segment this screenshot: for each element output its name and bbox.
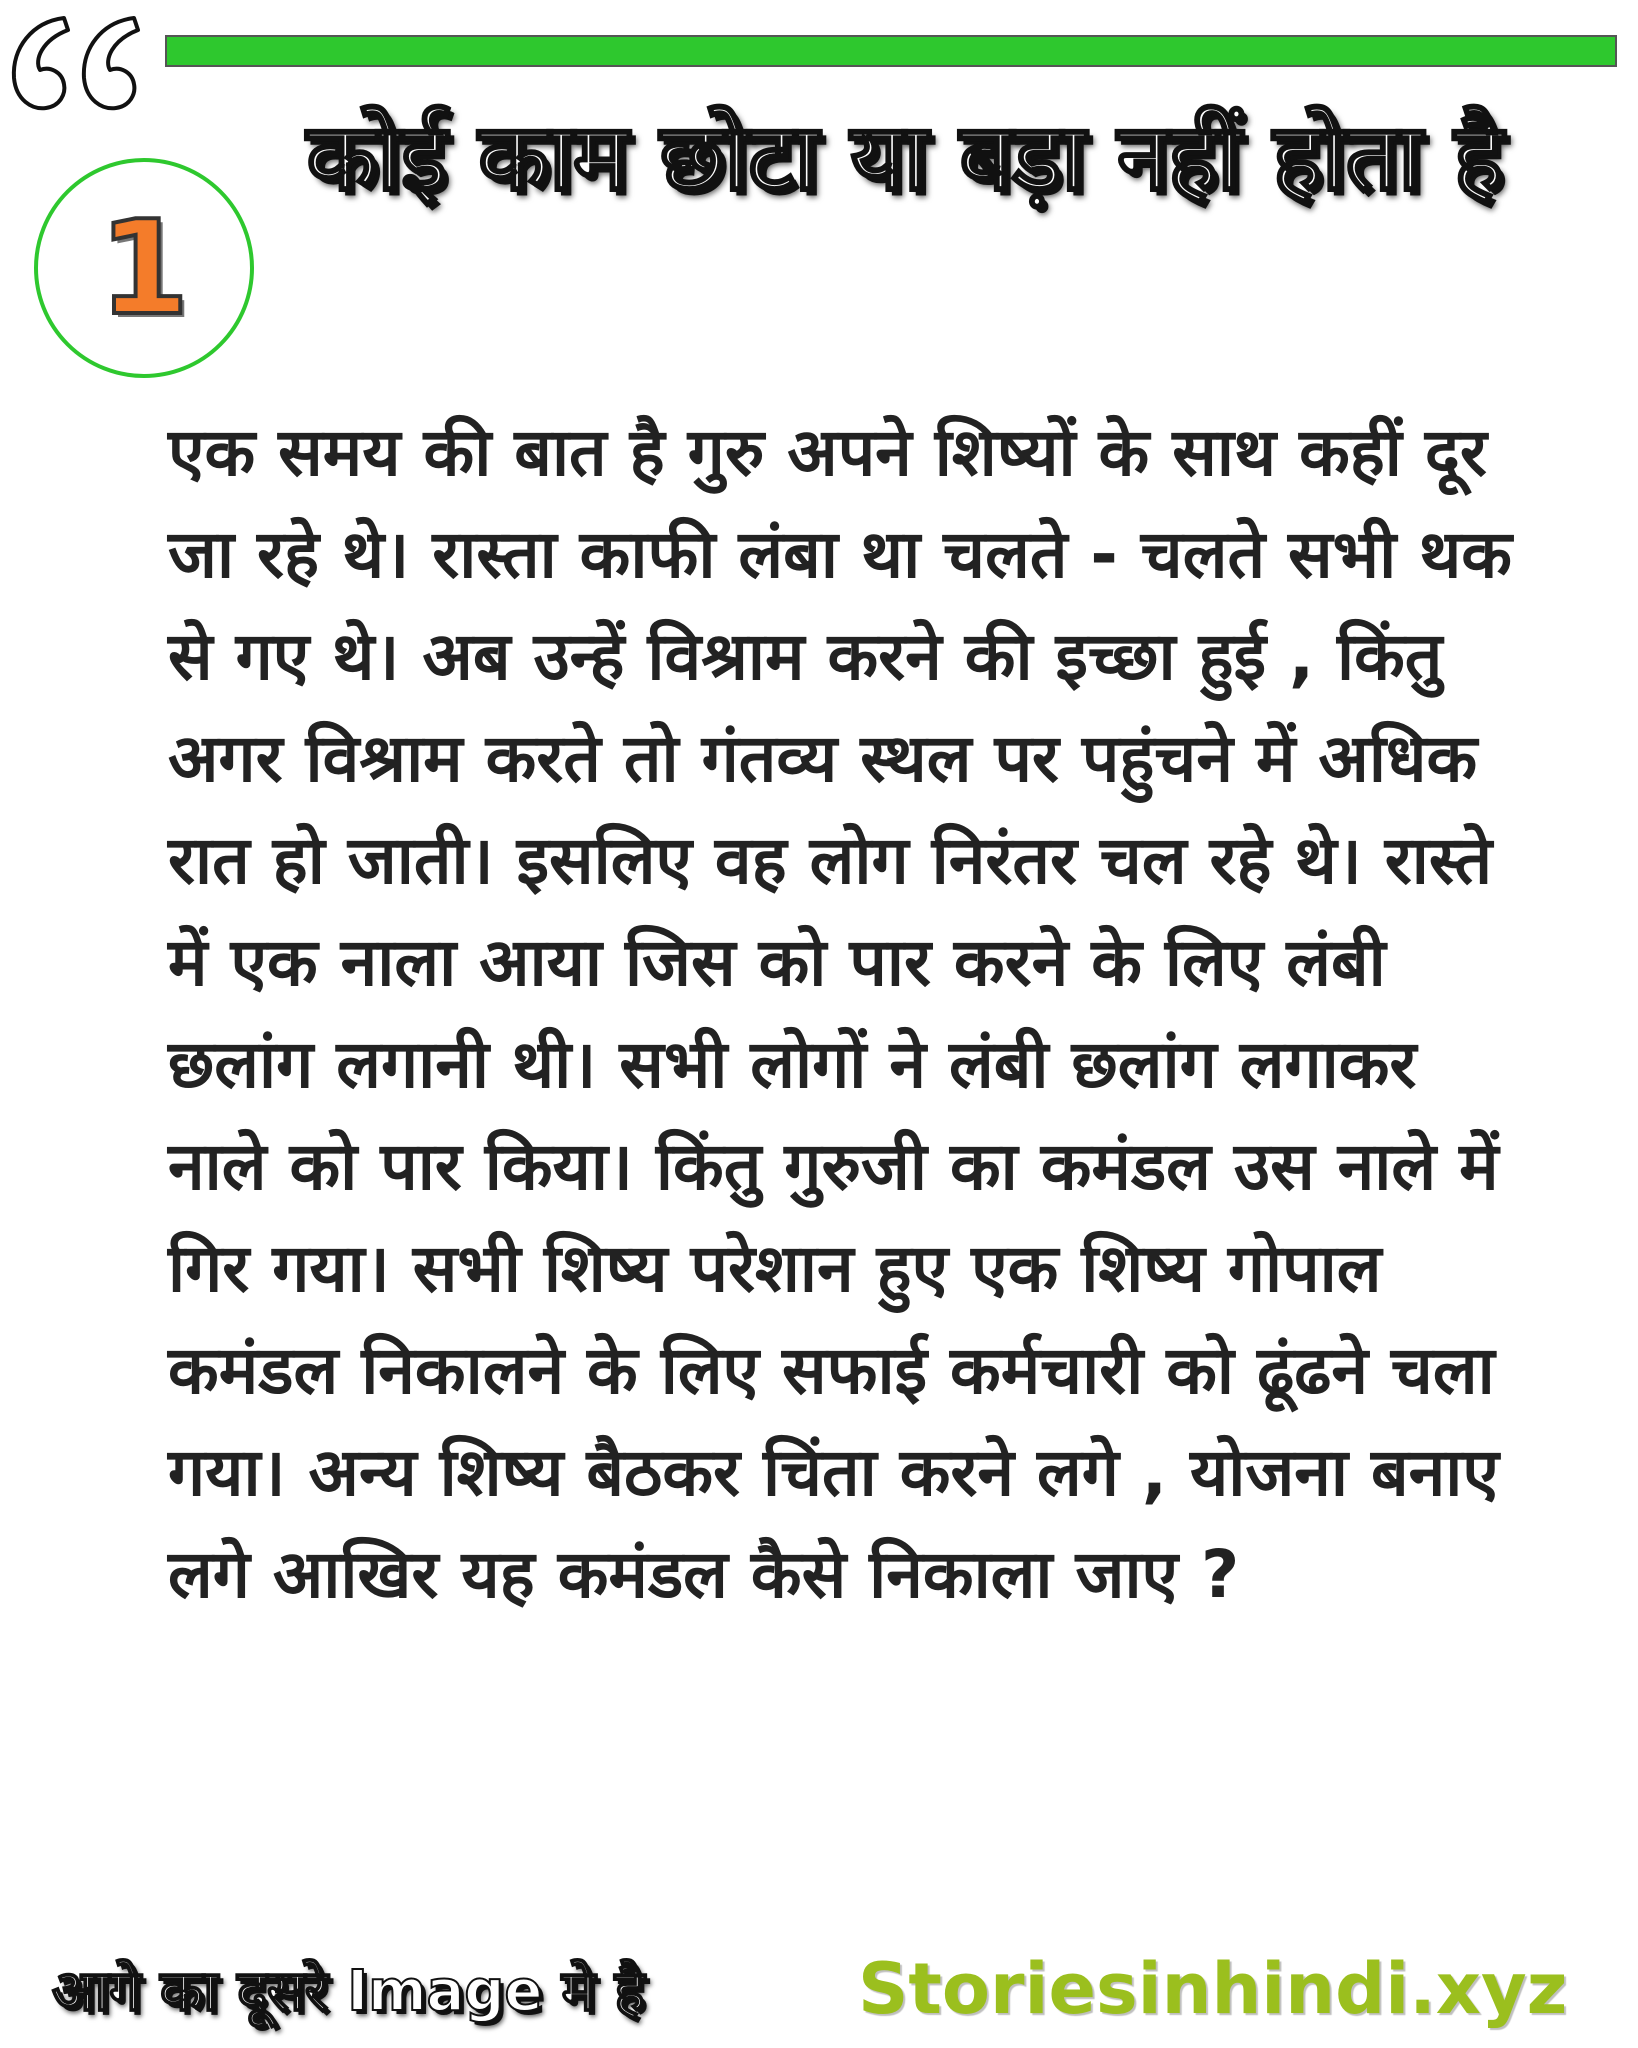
header-accent-bar (165, 35, 1617, 67)
quote-open-icon (2, 0, 152, 120)
story-title: कोई काम छोटा या बड़ा नहीं होता है (306, 104, 1504, 211)
continue-note: आगे का दूसरे Image मे है (52, 1959, 645, 2024)
story-number-badge (34, 158, 254, 378)
story-number: 1 (98, 192, 190, 344)
story-body: एक समय की बात है गुरु अपने शिष्यों के साथ कहीं दूर जा रहे थे। रास्ता काफी लंबा था चलते - चलते सभी थक से गए थे। अब उन्हें विश्राम करने की इच्छा हुई , किंतु अगर विश्राम करते तो गंतव्य स्थल पर पहुंचने में अधिक रात हो जाती। इसलिए वह लोग निरंतर चल रहे थे। रास्ते में एक नाला आया जिस को पार करने के लिए लंबी छलांग लगानी थी। सभी लोगों ने लंबी छलांग लगाकर नाले को पार किया। किंतु गुरुजी का कमंडल उस नाले में गिर गया। सभी शिष्य परेशान हुए एक शिष्य गोपाल कमंडल निकालने के लिए सफाई कर्मचारी को ढूंढने चला गया। अन्य शिष्य बैठकर चिंता करने लगे , योजना बनाए लगे आखिर यह कमंडल कैसे निकाला जाए ? (168, 414, 1512, 1613)
site-watermark: Storiesinhindi.xyz (858, 1948, 1568, 2030)
